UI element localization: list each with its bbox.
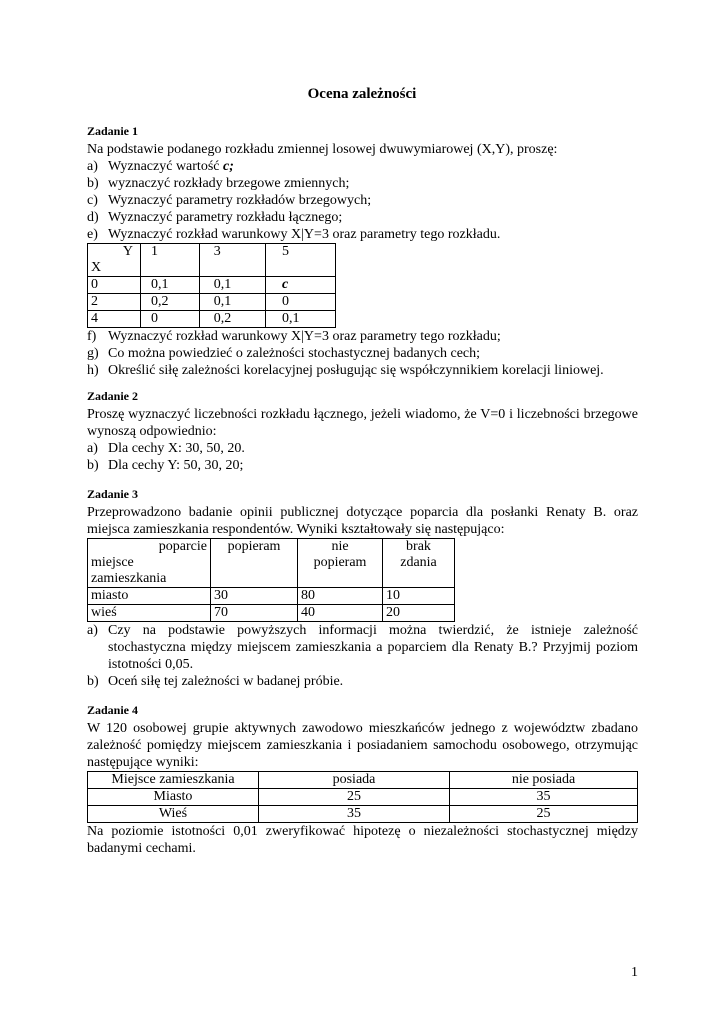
table-row: 4 0 0,2 0,1: [88, 311, 336, 328]
table-row: Y X 1 3 5: [88, 244, 336, 277]
table-row: 2 0,2 0,1 0: [88, 294, 336, 311]
list-item: f) Wyznaczyć rozkład warunkowy X|Y=3 oraz parametry tego rozkładu;: [87, 329, 501, 344]
page-number: 1: [631, 965, 638, 980]
list-item: c) Wyznaczyć parametry rozkładów brzegowych;: [87, 193, 372, 208]
list-item: d) Wyznaczyć parametry rozkładu łącznego;: [87, 210, 343, 225]
task-3-heading: Zadanie 3: [87, 487, 139, 501]
task-4-outro: Na poziomie istotności 0,01 zweryfikować hipotezę o niezależności stochastycznej między badanymi cechami.: [87, 824, 638, 856]
task-2: [87, 389, 638, 474]
task-2-intro: Proszę wyznaczyć liczebności rozkładu łącznego, jeżeli wiadomo, że V=0 i liczebności brzegowe wynoszą odpowiednio:: [87, 407, 638, 439]
car-ownership-table: [87, 771, 638, 823]
table-row: Miasto 25 35: [88, 789, 638, 806]
table-row: 0 0,1 0,1 c: [88, 277, 336, 294]
table-row: poparcie miejsce zamieszkania popieram nie popieram brak zdania: [88, 539, 455, 588]
list-item: a) Czy na podstawie powyższych informacji można twierdzić, że istnieje zależność stochastyczna między miejscem zamieszkania a poparciem dla Renaty B.? Przyjmij poziom istotności 0,05.: [87, 623, 638, 672]
list-item: g) Co można powiedzieć o zależności stochastycznej badanych cech;: [87, 346, 481, 361]
task-4: [87, 703, 638, 857]
list-item: b) Oceń siłę tej zależności w badanej próbie.: [87, 674, 344, 689]
page-title: Ocena zależności: [307, 86, 417, 102]
opinion-table: [87, 538, 455, 622]
list-item: b) wyznaczyć rozkłady brzegowe zmiennych;: [87, 176, 350, 191]
task-1-intro: Na podstawie podanego rozkładu zmiennej losowej dwuwymiarowej (X,Y), proszę:: [87, 142, 558, 157]
task-4-heading: Zadanie 4: [87, 703, 139, 717]
list-item: h) Określić siłę zależności korelacyjnej posługując się współczynnikiem korelacji liniowej.: [87, 363, 604, 378]
table-row: Wieś 35 25: [88, 806, 638, 823]
task-1-heading: Zadanie 1: [87, 124, 139, 138]
list-item: a) Dla cechy X: 30, 50, 20.: [87, 441, 245, 456]
task-2-heading: Zadanie 2: [87, 389, 139, 403]
distribution-table: [87, 243, 336, 328]
task-1: [87, 124, 638, 379]
task-3: [87, 487, 638, 690]
table-row: miasto 30 80 10: [88, 588, 455, 605]
table-row: wieś 70 40 20: [88, 605, 455, 622]
task-3-intro: Przeprowadzono badanie opinii publicznej dotyczące poparcia dla posłanki Renaty B. oraz miejsca zamieszkania respondentów. Wyniki kształtowały się następująco:: [87, 505, 638, 537]
list-item: b) Dla cechy Y: 50, 30, 20;: [87, 458, 244, 473]
list-item: e) Wyznaczyć rozkład warunkowy X|Y=3 oraz parametry tego rozkładu.: [87, 227, 501, 242]
table-row: Miejsce zamieszkania posiada nie posiada: [88, 772, 638, 789]
task-4-intro: W 120 osobowej grupie aktywnych zawodowo mieszkańców jednego z województw zbadano zależność pomiędzy miejscem zamieszkania i posiadaniem samochodu osobowego, otrzymując następujące wyniki:: [87, 721, 638, 770]
list-item: a) Wyznaczyć wartość c;: [87, 159, 234, 174]
